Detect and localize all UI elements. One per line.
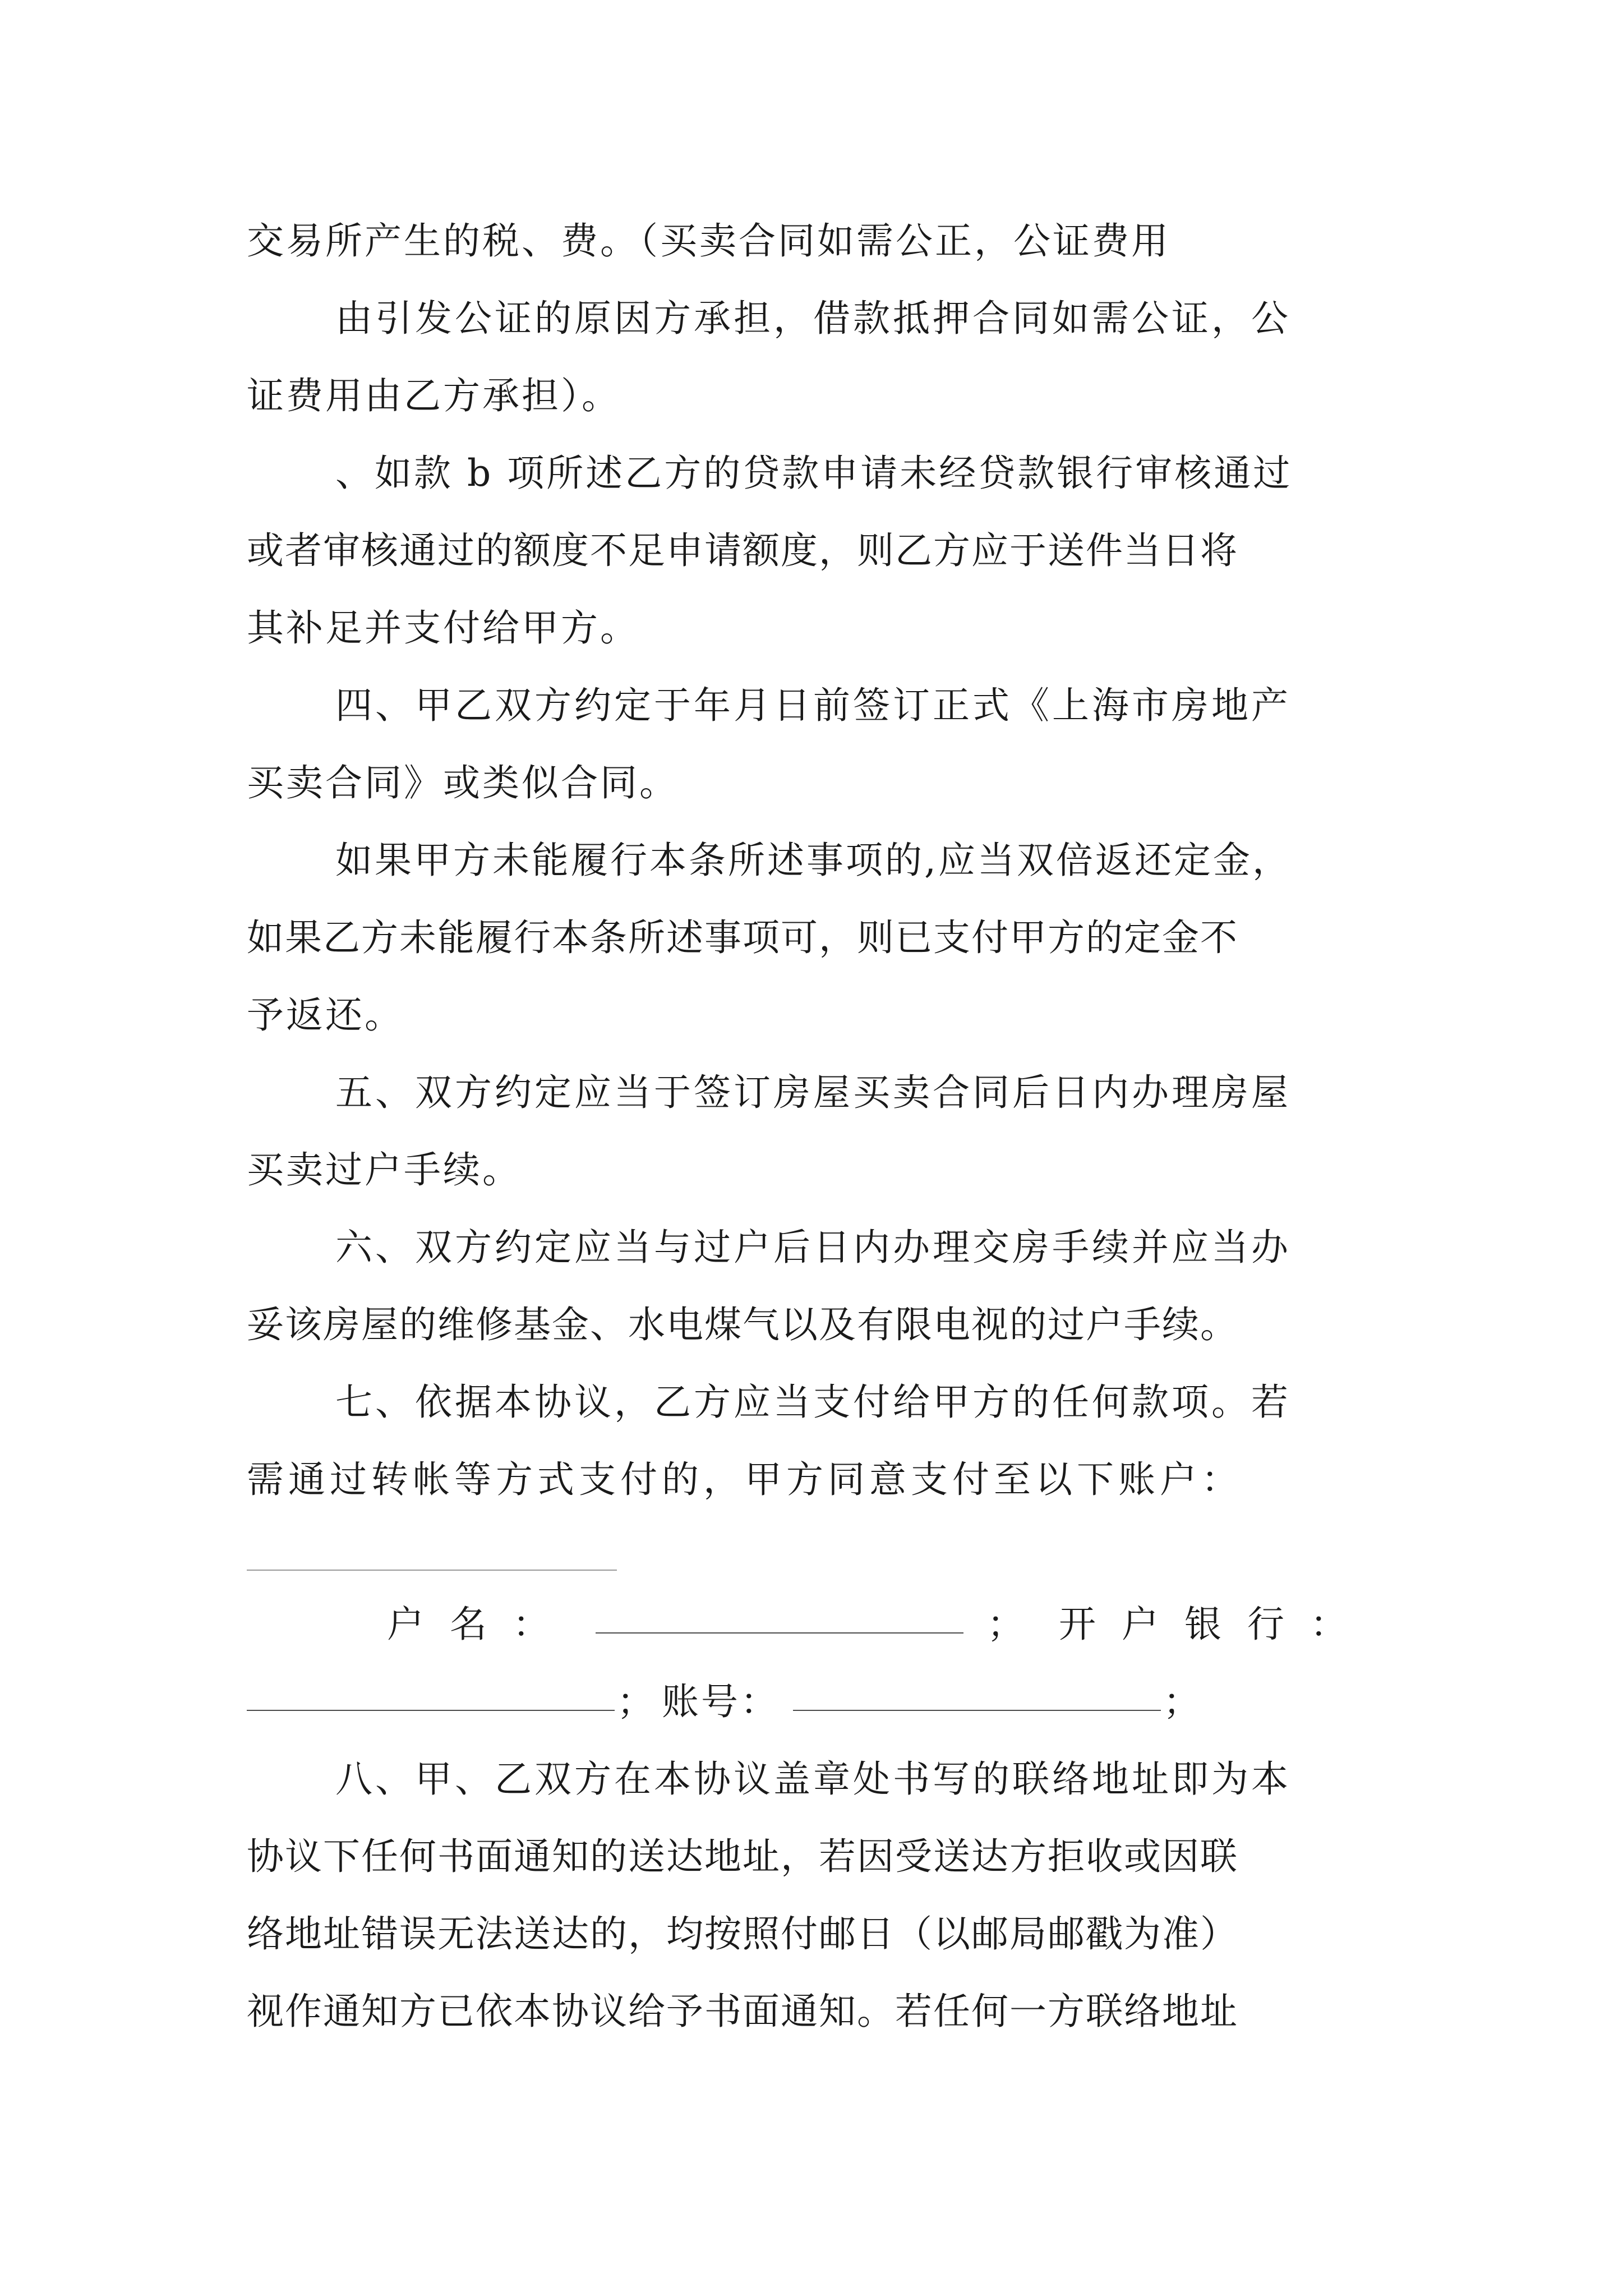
paragraph-text: 四、甲乙双方约定于年月日前签订正式《上海市房地产 [335,684,1291,727]
text-line [0,523,1623,579]
separator: ； [617,1680,654,1723]
text-line [0,368,1623,424]
paragraph-text: 予返还。 [247,993,404,1037]
account-number-label: 账号： [662,1680,780,1723]
paragraph-text: 、如款 b 项所述乙方的贷款申请未经贷款银行审核通过 [335,452,1293,495]
text-line [0,1984,1623,2040]
text-line [0,1065,1623,1121]
paragraph-text: 六、双方约定应当与过户后日内办理交房手续并应当办 [335,1226,1291,1269]
text-line [0,1297,1623,1353]
paragraph-text: 妥该房屋的维修基金、水电煤气以及有限电视的过户手续。 [247,1303,1238,1346]
separator: ； [1163,1680,1200,1723]
blank-line-divider [247,1570,617,1571]
bank-blank [247,1675,615,1711]
text-line [0,600,1623,656]
paragraph-text: 七、依据本协议，乙方应当支付给甲方的任何款项。若 [335,1381,1291,1424]
text-line [0,1906,1623,1962]
text-line [0,1142,1623,1198]
text-line [0,445,1623,501]
text-line [0,678,1623,734]
paragraph-text: 买卖合同》或类似合同。 [247,761,679,804]
account-name-label: 户名： [387,1603,575,1646]
paragraph-text: 协议下任何书面通知的送达地址，若因受送达方拒收或因联 [247,1835,1238,1878]
paragraph-text: 其补足并支付给甲方。 [247,606,639,650]
text-line [0,1751,1623,1807]
paragraph-text: 如果甲方未能履行本条所述事项的,应当双倍返还定金， [335,839,1292,882]
paragraph-text: 证费用由乙方承担）。 [247,374,621,417]
text-line [0,213,1623,269]
paragraph-text: 需通过转帐等方式支付的，甲方同意支付至以下账户： [247,1458,1243,1501]
paragraph-text: 五、双方约定应当于签订房屋买卖合同后日内办理房屋 [335,1071,1291,1114]
text-line [0,987,1623,1043]
paragraph-text: 络地址错误无法送达的，均按照付邮日（以邮局邮戳为准） [247,1912,1238,1955]
text-line [0,1452,1623,1508]
text-line [0,910,1623,966]
text-line [0,1374,1623,1430]
paragraph-text: 由引发公证的原因方承担，借款抵押合同如需公证，公 [335,297,1291,340]
account-name-blank [596,1598,963,1634]
separator: ； [987,1603,1024,1646]
text-line [0,291,1623,347]
bank-label: 开户银行： [1059,1603,1373,1646]
account-number-blank [793,1675,1161,1711]
paragraph-text: 买卖过户手续。 [247,1148,522,1191]
paragraph-text: 如果乙方未能履行本条所述事项可，则已支付甲方的定金不 [247,916,1238,959]
text-line [0,755,1623,811]
paragraph-text: 或者审核通过的额度不足申请额度，则乙方应于送件当日将 [247,529,1238,572]
text-line [0,832,1623,889]
paragraph-text: 交易所产生的税、费。（买卖合同如需公正，公证费用 [247,219,1170,263]
text-line [0,1220,1623,1276]
paragraph-text: 八、甲、乙双方在本协议盖章处书写的联络地址即为本 [335,1757,1291,1801]
account-line-2 [0,1674,1623,1730]
text-line [0,1829,1623,1885]
paragraph-text: 视作通知方已依本协议给予书面通知。若任何一方联络地址 [247,1990,1238,2033]
account-line-1 [0,1596,1623,1653]
